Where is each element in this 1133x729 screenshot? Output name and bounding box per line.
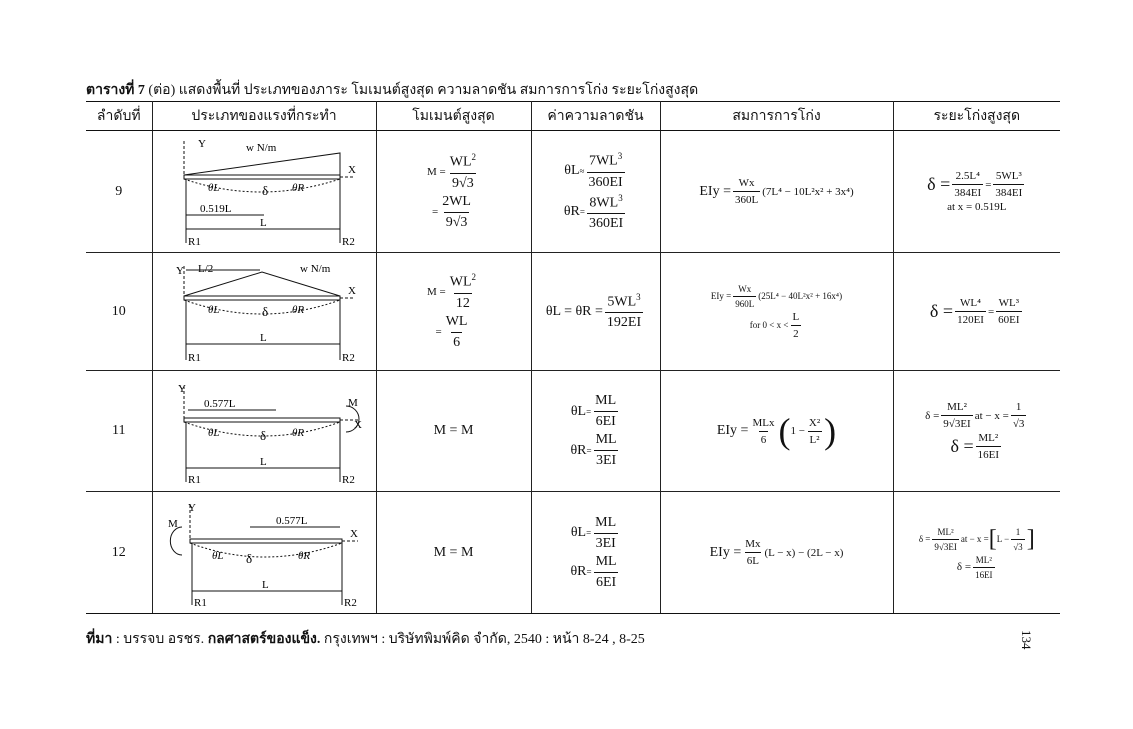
defl-den2: 16EI	[976, 446, 1001, 461]
y-label: Y	[188, 501, 196, 514]
eq-x-den: L²	[808, 431, 822, 446]
r1-label: R1	[188, 351, 201, 364]
theta-r-num: ML	[595, 432, 617, 447]
r2-label: R2	[342, 474, 355, 486]
slope-text: θL = θR =	[545, 303, 603, 319]
theta-l-den: 6EI	[594, 411, 618, 430]
eq-rhs: (L − x) − (2L − x)	[764, 546, 844, 559]
moment-eq: =	[432, 206, 439, 219]
theta-l-label: θL	[208, 427, 220, 439]
moment-den2: 6	[451, 332, 462, 351]
theta-r-den: 360EI	[587, 213, 625, 232]
span-label: L	[260, 331, 267, 344]
moment-den1: 12	[454, 293, 472, 312]
defl-eq: =	[987, 305, 995, 318]
theta-l: θL	[564, 162, 580, 178]
eq-num: Wx	[738, 283, 752, 294]
defl-at: at x = 0.519L	[947, 201, 1007, 213]
eq-cond-den: 2	[791, 325, 801, 340]
eq-den: 6L	[745, 552, 761, 567]
max-deflection-cell	[893, 131, 1060, 253]
beam-diagram-end-moment-left	[164, 497, 364, 609]
theta-r-den: 3EI	[594, 450, 618, 469]
theta-r-op: =	[586, 567, 592, 577]
moment-text: M = M	[433, 423, 474, 438]
moment-den1: 9√3	[450, 173, 476, 192]
eq-x-num: X²	[808, 416, 821, 429]
caption-text: (ต่อ) แสดงพื้นที่ ประเภทของภาระ โมเมนต์สูงสุด ความลาดชัน สมการการโก่ง ระยะโก่งสูงสุด	[144, 83, 699, 98]
defl-den2: 384EI	[993, 184, 1024, 199]
span-label: L	[262, 578, 269, 591]
moment-m: M =	[427, 286, 446, 298]
moment-cell	[376, 131, 531, 253]
source-text2: กรุงเทพฯ : บริษัทพิมพ์คิด จำกัด, 2540 : หน้า 8-24 , 8-25	[320, 632, 645, 647]
moment-label: M	[168, 517, 178, 530]
beam	[184, 296, 340, 300]
eq-inner: 1 −	[790, 425, 805, 437]
dim1-label: 0.577L	[204, 398, 236, 410]
load-label: w N/m	[300, 262, 331, 275]
row-number: 11	[86, 371, 152, 492]
header-slope: ค่าความลาดชัน	[531, 102, 660, 131]
load-label: w N/m	[246, 141, 277, 154]
theta-l-op: =	[586, 528, 592, 538]
defl-num2: WL³	[998, 297, 1020, 309]
defl-num2: 5WL³	[995, 170, 1022, 182]
slope-cell	[531, 253, 660, 371]
half-span-label: L/2	[198, 262, 214, 275]
theta-r-den: 6EI	[594, 572, 618, 591]
defl-den1: 384EI	[952, 184, 983, 199]
defl-eq: =	[985, 178, 992, 191]
row-number: 12	[86, 492, 152, 614]
moment-cell	[376, 492, 531, 614]
header-max-moment: โมเมนต์สูงสุด	[376, 102, 531, 131]
moment-num1: WL	[449, 154, 472, 170]
moment-m: M =	[427, 166, 446, 178]
slope-cell	[531, 131, 660, 253]
eq-num: Mx	[745, 538, 761, 550]
defl-den1: 120EI	[955, 311, 986, 326]
moment-num2: 2WL	[442, 193, 471, 209]
x-label: X	[348, 163, 356, 176]
theta-l-op: ≈	[579, 165, 585, 176]
span-label: L	[260, 216, 267, 229]
eq-lhs: EIy =	[699, 183, 731, 199]
theta-l-op: =	[586, 406, 592, 417]
defl-at-num: 1	[1015, 401, 1022, 413]
r1-label: R1	[188, 474, 201, 486]
y-label: Y	[178, 383, 186, 395]
deflection-eq-cell	[660, 131, 893, 253]
slope-den: 192EI	[605, 312, 643, 331]
theta-r: θR	[563, 204, 580, 220]
defl-at-den: √3	[1011, 539, 1024, 552]
source-book: กลศาสตร์ของแข็ง.	[207, 632, 321, 647]
theta-r-label: θR	[292, 427, 305, 439]
defl-num2: ML²	[975, 554, 992, 565]
theta-r: θR	[570, 442, 587, 458]
theta-r-num: ML	[595, 553, 617, 569]
r1-label: R1	[188, 235, 201, 248]
theta-l-num: 7WL	[588, 153, 618, 169]
row-number: 10	[86, 253, 152, 371]
max-deflection-cell: δ = $\frac{\text{ML²}}{9√3EI}$ at − x = [ L − $\frac{1}{√3}$ ] δ = $\frac{\text{ML²}}{16EI}$	[893, 492, 1060, 614]
header-deflection-eq: สมการการโก่ง	[660, 102, 893, 131]
defl-num1: ML²	[937, 526, 954, 537]
header-order: ลำดับที่	[86, 102, 152, 131]
load-diagram-cell	[152, 492, 376, 614]
theta-l-sup: 3	[617, 150, 623, 161]
source-label: ที่มา	[86, 632, 113, 647]
eq-num: MLx	[752, 416, 775, 429]
defl-num2: ML²	[978, 432, 999, 444]
beam-diagram-end-moment-right	[164, 376, 364, 486]
deflection-eq-cell	[660, 253, 893, 371]
theta-r-num: 8WL	[589, 195, 619, 211]
source-text1: : บรรจบ อรชร.	[112, 632, 208, 647]
defl-at-num: 1	[1015, 526, 1021, 537]
defl-delta: δ =	[925, 409, 940, 422]
eq-rhs: (7L⁴ − 10L²x² + 3x⁴)	[762, 185, 854, 198]
theta-l-den: 3EI	[594, 533, 618, 552]
moment-num2: WL	[445, 313, 468, 329]
delta-label: δ	[262, 182, 269, 198]
r2-label: R2	[344, 596, 357, 609]
defl-at: at − x =	[960, 534, 989, 544]
x-label: X	[354, 419, 362, 431]
r2-label: R2	[342, 235, 355, 248]
table-row	[86, 253, 1060, 371]
defl-delta: δ =	[918, 534, 931, 544]
moment-den2: 9√3	[444, 212, 470, 231]
max-deflection-cell	[893, 253, 1060, 371]
delta-label: δ	[260, 428, 267, 443]
load-diagram-cell	[152, 371, 376, 492]
defl-bracket-l: L −	[996, 534, 1010, 544]
header-row	[86, 102, 1060, 131]
defl-den2: 60EI	[996, 311, 1021, 326]
slope-sup: 3	[636, 291, 641, 302]
x-label: X	[350, 527, 358, 540]
dim1-label: 0.577L	[276, 514, 308, 527]
eq-den: 6	[759, 431, 769, 446]
moment-cell	[376, 371, 531, 492]
theta-r-label: θR	[298, 549, 311, 562]
eq-num: Wx	[738, 177, 755, 189]
theta-l: θL	[570, 525, 587, 540]
moment-eq: =	[435, 326, 442, 339]
load-diagram-cell	[152, 131, 376, 253]
table-row	[86, 371, 1060, 492]
defl-delta2: δ =	[956, 561, 972, 573]
table-row	[86, 492, 1060, 614]
moment-num1-sup: 2	[471, 152, 476, 163]
moment-label: M	[348, 397, 358, 409]
theta-l-label: θL	[208, 303, 220, 316]
defl-at-den: √3	[1011, 415, 1027, 430]
delta-label: δ	[262, 303, 269, 319]
beam	[184, 175, 340, 179]
deflection-eq-cell	[660, 492, 893, 614]
theta-l-label: θL	[208, 181, 220, 194]
max-deflection-cell	[893, 371, 1060, 492]
row-number: 9	[86, 131, 152, 253]
slope-cell	[531, 492, 660, 614]
source-note	[86, 628, 645, 650]
moment-num1: WL	[449, 274, 472, 290]
defl-den2: 16EI	[973, 567, 995, 580]
slope-cell	[531, 371, 660, 492]
theta-r-op: =	[586, 445, 592, 456]
theta-r-label: θR	[292, 303, 305, 316]
beam	[184, 418, 340, 422]
table-row	[86, 131, 1060, 253]
eq-lhs: EIy =	[710, 291, 732, 301]
dim1-label: 0.519L	[200, 202, 232, 215]
defl-delta: δ =	[927, 174, 951, 194]
eq-lhs: EIy =	[716, 423, 749, 438]
slope-num: 5WL	[607, 294, 637, 310]
moment-cell	[376, 253, 531, 371]
beam-diagram-symmetric-triangular-load	[164, 258, 364, 366]
theta-l-num: ML	[595, 514, 617, 530]
span-label: L	[260, 456, 267, 468]
theta-l-den: 360EI	[587, 172, 625, 191]
defl-at: at − x =	[974, 409, 1009, 422]
moment-num1-sup: 2	[471, 272, 476, 283]
defl-delta: δ =	[929, 301, 954, 321]
eq-cond: for 0 < x <	[749, 320, 789, 330]
x-label: X	[348, 284, 356, 297]
y-label: Y	[176, 264, 184, 277]
theta-l: θL	[570, 403, 587, 419]
r2-label: R2	[342, 351, 355, 364]
theta-r: θR	[570, 564, 587, 579]
eq-den: 360L	[733, 191, 760, 206]
deflection-eq-cell: EIy = MLx 6 ( 1 − $\frac{\text{X²}}{\text{L²}}$ )	[660, 371, 893, 492]
defl-den1: 9√3EI	[932, 539, 958, 552]
defl-delta2: δ =	[950, 436, 974, 456]
theta-r-label: θR	[292, 181, 305, 194]
load-diagram-cell	[152, 253, 376, 371]
theta-l-num: ML	[595, 393, 617, 408]
y-label: Y	[198, 137, 206, 150]
eq-den: 960L	[733, 296, 756, 309]
caption-prefix: ตารางที่ 7	[86, 83, 145, 98]
load-triangle	[184, 272, 340, 296]
beam-diagram-triangular-load	[164, 135, 364, 249]
load-triangle	[184, 153, 340, 175]
header-max-deflection: ระยะโก่งสูงสุด	[893, 102, 1060, 131]
moment-arc	[170, 527, 182, 555]
eq-lhs: EIy =	[709, 544, 742, 560]
header-load-type: ประเภทของแรงที่กระทำ	[152, 102, 376, 131]
eq-rhs: (25L⁴ − 40L²x² + 16x⁴)	[758, 291, 843, 301]
theta-r-op: =	[579, 207, 585, 218]
theta-l-label: θL	[212, 549, 224, 562]
defl-num1: ML²	[947, 401, 967, 413]
beam	[190, 539, 342, 543]
defl-num1: 2.5L⁴	[955, 170, 980, 182]
r1-label: R1	[194, 596, 207, 609]
page-number: 134	[1019, 630, 1034, 650]
moment-text: M = M	[433, 544, 474, 560]
defl-num1: WL⁴	[960, 297, 981, 309]
delta-label: δ	[246, 550, 253, 566]
table-caption	[86, 79, 698, 101]
eq-cond-num: L	[792, 310, 800, 323]
defl-den1: 9√3EI	[941, 415, 972, 430]
theta-r-sup: 3	[618, 192, 623, 203]
beam-table	[86, 101, 1060, 614]
